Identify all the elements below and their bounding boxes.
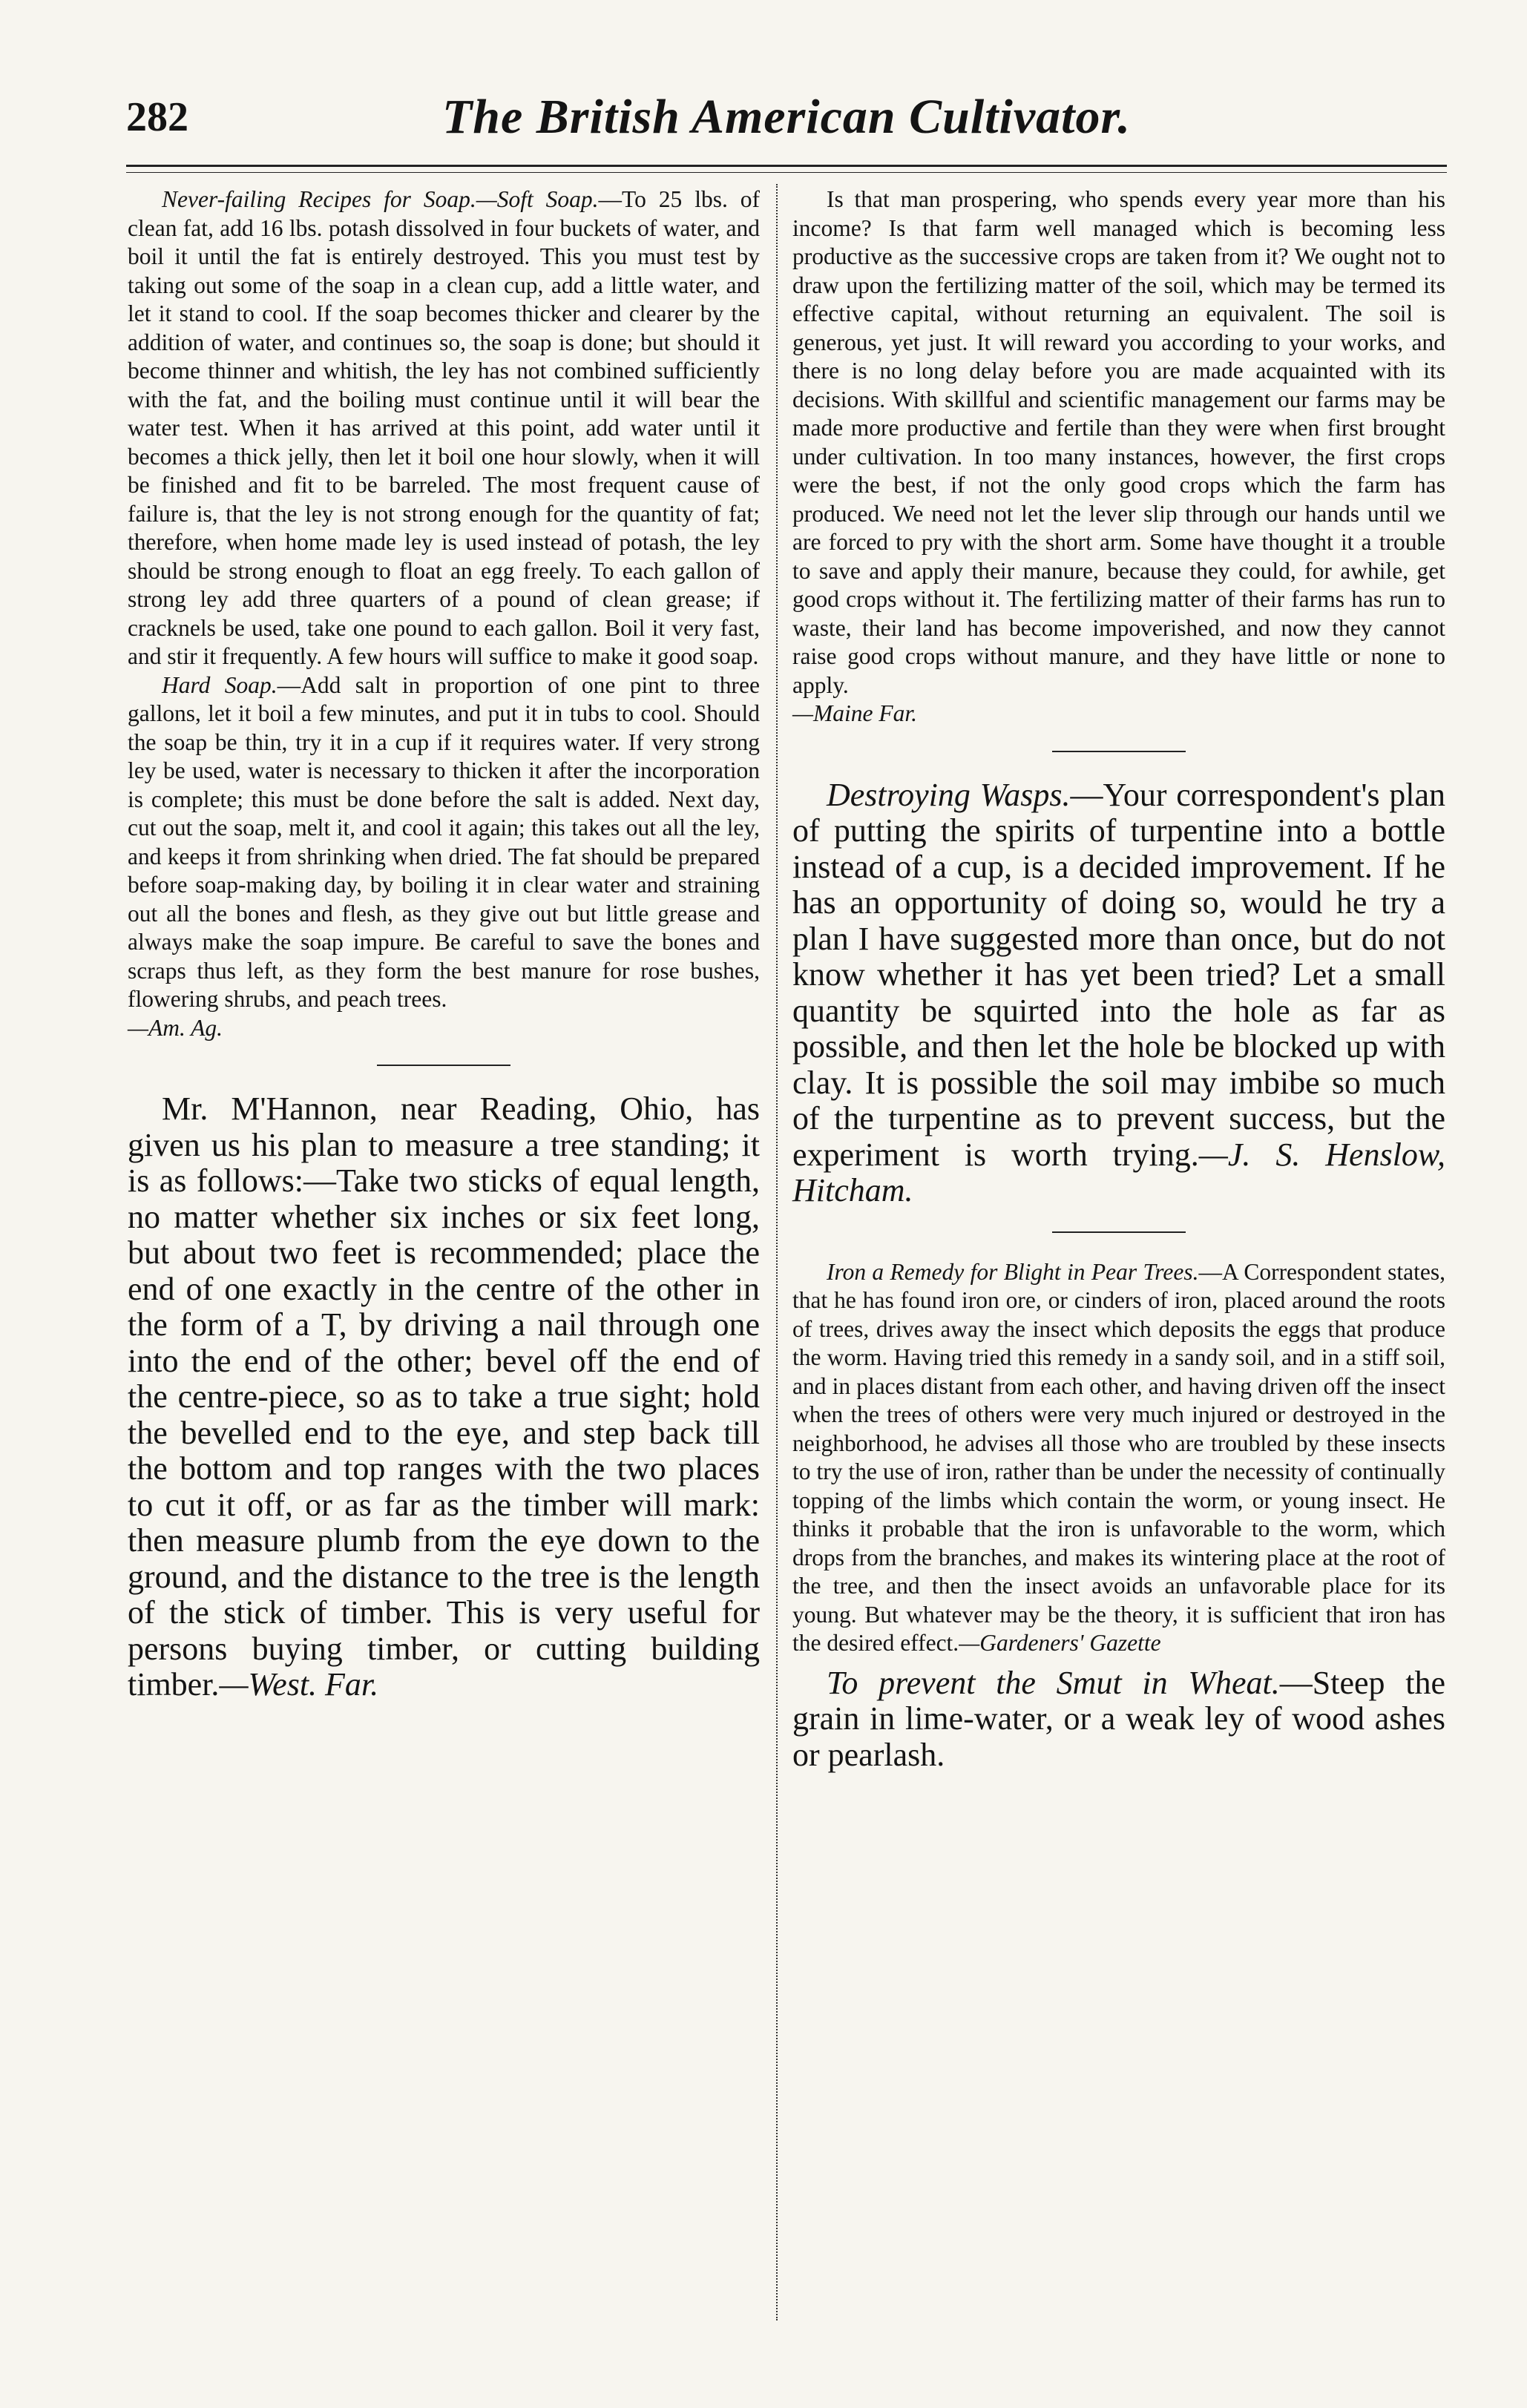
- article-heading: Destroying Wasps.: [827, 776, 1071, 813]
- article-body: —Your correspondent's plan of putting the spirits of turpentine into a bottle instead of a cup, is a decided improvement. If he has an opportunity of doing so, would he try a plan I have suggested more than once, but do not know whether it has yet been tried? Let a small quantity be squirted into the hole as far as possible, and then let the hole be blocked up with clay. It is possible the soil may imbibe so much of the turpentine as to prevent success, but the experiment is worth trying.: [792, 776, 1445, 1173]
- article-source: —Gardeners' Gazette: [959, 1630, 1161, 1656]
- article-prospering: [792, 185, 1445, 728]
- page-number: 282: [126, 94, 188, 140]
- article-source: —Am. Ag.: [128, 1014, 223, 1041]
- article-pear-trees: [792, 1258, 1445, 1658]
- article-destroying-wasps: [792, 777, 1445, 1209]
- header-rule-thin: [126, 172, 1447, 173]
- article-heading: To prevent the Smut in Wheat.: [827, 1664, 1280, 1701]
- article-body: —Add salt in proportion of one pint to three gallons, let it boil a few minutes, and put it in tubs to cool. Should the soap be thin, try it in a cup if it requires water. If very strong ley be used, water is necessary to thicken it after the incorporation is complete; this must be done before the salt is added. Next day, cut out the soap, melt it, and cool it again; this takes out all the ley, and keeps it from shrinking when dried. The fat should be prepared before soap-making day, by boiling it in clear water and straining out all the bones and flesh, as they give out but little grease and always make the soap impure. Be careful to save the bones and scraps thus left, as they form the best manure for rose bushes, flowering shrubs, and peach trees.: [128, 671, 761, 1012]
- article-body: —To 25 lbs. of clean fat, add 16 lbs. potash dissolved in four buckets of water, and boil it until the fat is entirely destroyed. This you must test by taking out some of the soap in a clean cup, add a little water, and let it stand to cool. If the soap becomes thicker and clearer by the addition of water, and continues so, the soap is done; but should it become thinner and whitish, the ley has not combined sufficiently with the fat, and the boiling must continue until it will bear the water test. When it has arrived at this point, add water until it becomes a thick jelly, then let it boil one hour slowly, when it will be finished and fit to be barreled. The most frequent cause of failure is, that the ley is not strong enough for the quantity of fat; therefore, when home made ley is used instead of potash, the ley should be strong enough to float an egg freely. To each gallon of strong ley add three quarters of a pound of clean grease; if cracknels be used, take one pound to each gallon. Boil it very fast, and stir it frequently. A few hours will suffice to make it good soap.: [128, 186, 760, 669]
- article-body: Is that man prospering, who spends every year more than his income? Is that farm well managed which is becoming less productive as the successive crops are taken from it? We ought not to draw upon the fertilizing matter of the soil, which may be termed its effective capital, without returning an equivalent. The soil is generous, yet just. It will reward you according to your works, and there is no long delay before you are made acquainted with its decisions. With skillful and scientific management our farms may be made more productive and fertile than they were when first brought under cultivation. In too many instances, however, the first crops were the best, if not the only good crops which the farm has produced. We need not let the lever slip through our hands until we are forced to pry with the short arm. Some have thought it a trouble to save and apply their manure, because they could, for awhile, get good crops without it. The fertilizing matter of their farms has run to waste, their land has become impoverished, and now they cannot raise good crops without manure, and they have little or none to apply.: [792, 186, 1445, 698]
- article-heading: Never-failing Recipes for Soap.—Soft Soap.: [162, 186, 599, 212]
- article-heading: Iron a Remedy for Blight in Pear Trees.: [827, 1258, 1199, 1285]
- article-body: Mr. M'Hannon, near Reading, Ohio, has given us his plan to measure a tree standing; it is as follows:—Take two sticks of equal length, no matter whether six inches or six feet long, but about two feet is recommended; place the end of one exactly in the centre of the other in the form of a T, by driving a nail through one into the end of the other; bevel off the end of the centre-piece, so as to take a true sight; hold the bevelled end to the eye, and step back till the bottom and top ranges with the two places to cut it off, or as far as the timber will mark: then measure plumb from the eye down to the ground, and the distance to the tree is the length of the stick of timber. This is very useful for persons buying timber, or cutting building timber.: [128, 1090, 760, 1703]
- article-source: —West. Far.: [219, 1666, 379, 1703]
- article-source: —Maine Far.: [792, 700, 917, 726]
- page-header: [126, 88, 1447, 154]
- article-smut-wheat: [792, 1665, 1445, 1774]
- section-separator: [1052, 1231, 1186, 1233]
- article-body: —A Correspondent states, that he has found iron ore, or cinders of iron, placed around the roots of trees, drives away the insect which deposits the eggs that produce the worm. Having tried this remedy in a sandy soil, and in a stiff soil, and in places distant from each other, and having driven off the insect when the trees of others were very much injured or destroyed in the neighborhood, he advises all those who are troubled by these insects to try the use of iron, rather than be under the necessity of continually topping of the limbs which contain the worm, or young insect. He thinks it probable that the iron is unfavorable to the worm, which drops from the branches, and makes its wintering place at the root of the tree, and then the insect avoids an unfavorable place for its young. But whatever may be the theory, it is sufficient that iron has the desired effect.: [792, 1258, 1445, 1656]
- section-separator: [377, 1065, 510, 1066]
- article-source: —J. S. Henslow, Hitcham.: [792, 1136, 1446, 1208]
- right-column: [792, 185, 1445, 1773]
- article-hard-soap: [128, 671, 760, 1043]
- article-soft-soap: [128, 185, 760, 671]
- left-column: [128, 185, 760, 1703]
- article-measure-tree: [128, 1091, 760, 1703]
- article-heading: Hard Soap.: [162, 671, 278, 698]
- article-body: —Steep the grain in lime-water, or a weak ley of wood ashes or pearlash.: [792, 1664, 1445, 1773]
- column-divider: [776, 184, 778, 2320]
- page-title: The British American Cultivator.: [441, 90, 1132, 144]
- header-rule: [126, 165, 1447, 167]
- section-separator: [1052, 751, 1186, 752]
